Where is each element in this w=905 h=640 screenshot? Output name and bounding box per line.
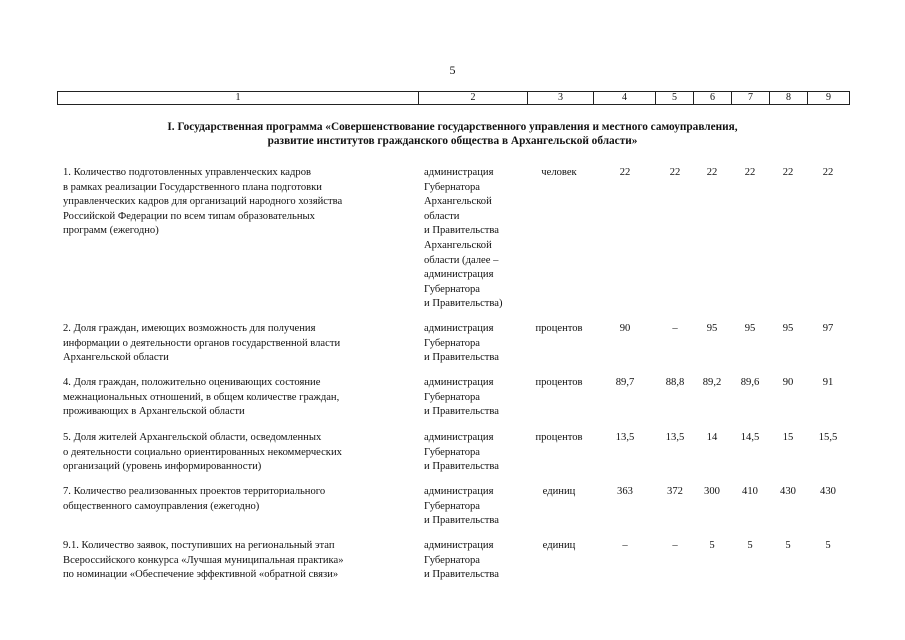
value-cell: 14,5 [740,432,760,443]
value-cell: 95 [744,323,756,334]
value-cell: 89,2 [702,377,722,388]
value-cell: 91 [822,377,834,388]
column-number: 6 [694,92,732,105]
value-cell: 22 [744,167,756,178]
value-cell: 90 [782,377,794,388]
column-number: 9 [808,92,850,105]
value-cell: 22 [822,167,834,178]
value-cell: 90 [619,323,631,334]
value-cell: 410 [742,486,758,497]
column-number: 4 [594,92,656,105]
value-cell: 88,8 [665,377,685,388]
column-number: 2 [419,92,528,105]
value-cell: – [672,540,678,551]
indicator-name: 4. Доля граждан, положительно оценивающих состояние межнациональных отношений, в общем количестве граждан, проживающих в Архангельской области [63,377,340,418]
column-number: 1 [58,92,419,105]
value-cell: 15,5 [818,432,838,443]
value-cell: 95 [782,323,794,334]
column-number: 3 [528,92,594,105]
value-cell: 22 [706,167,718,178]
value-cell: 430 [820,486,836,497]
column-number: 5 [656,92,694,105]
indicator-name: 2. Доля граждан, имеющих возможность для получения информации о деятельности органов государственной власти Архангельской области [63,323,341,364]
value-cell: 95 [706,323,718,334]
unit-of-measure: процентов [535,323,583,334]
responsible-agency: администрация Губернатора и Правительства [424,323,499,364]
value-cell: 15 [782,432,794,443]
unit-of-measure: процентов [535,432,583,443]
unit-of-measure: единиц [542,540,576,551]
responsible-agency: администрация Губернатора и Правительства [424,377,499,418]
value-cell: 5 [785,540,791,551]
responsible-agency: администрация Губернатора и Правительства [424,486,499,527]
unit-of-measure: процентов [535,377,583,388]
value-cell: 13,5 [615,432,635,443]
indicator-name: 7. Количество реализованных проектов территориального общественного самоуправления (ежегодно) [63,486,326,512]
column-number-header [57,91,850,105]
value-cell: 14 [706,432,718,443]
responsible-agency: администрация Губернатора Архангельской области и Правительства Архангельской области (далее – администрация Губернатора и Правительства) [424,167,503,310]
value-cell: 363 [617,486,633,497]
value-cell: 300 [704,486,720,497]
value-cell: 97 [822,323,834,334]
indicator-name: 9.1. Количество заявок, поступивших на региональный этап Всероссийского конкурса «Лучшая муниципальная практика» по номинации «Обеспечение эффективной «обратной связи» [63,540,344,581]
responsible-agency: администрация Губернатора и Правительства [424,540,499,581]
value-cell: 22 [619,167,631,178]
value-cell: 89,7 [615,377,635,388]
indicator-name: 1. Количество подготовленных управленческих кадров в рамках реализации Государственного плана подготовки управленческих кадров для организаций народного хозяйства Российской Федерации по всем типам образовательных программ (ежегодно) [63,167,343,237]
value-cell: 13,5 [665,432,685,443]
indicator-name: 5. Доля жителей Архангельской области, осведомленных о деятельности социально ориентированных некоммерческих организаций (уровень информированности) [63,432,342,473]
value-cell: 5 [747,540,753,551]
unit-of-measure: единиц [542,486,576,497]
value-cell: 430 [780,486,796,497]
responsible-agency: администрация Губернатора и Правительства [424,432,499,473]
column-number: 8 [770,92,808,105]
column-number: 7 [732,92,770,105]
value-cell: 372 [667,486,683,497]
value-cell: 89,6 [740,377,760,388]
value-cell: 5 [709,540,715,551]
section-title: I. Государственная программа «Совершенствование государственного управления и местного самоуправления, развитие институтов гражданского общества в Архангельской области» [167,121,738,147]
value-cell: 5 [825,540,831,551]
value-cell: 22 [669,167,681,178]
unit-of-measure: человек [541,167,577,178]
page-number: 5 [449,63,456,77]
value-cell: – [672,323,678,334]
value-cell: – [622,540,628,551]
value-cell: 22 [782,167,794,178]
